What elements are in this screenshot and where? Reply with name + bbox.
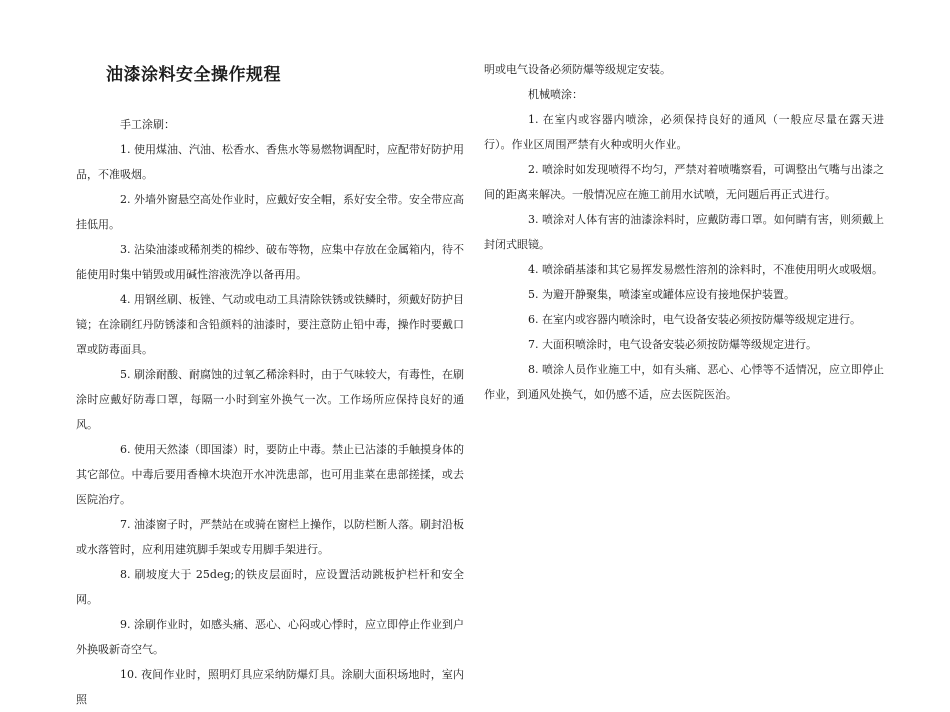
- paragraph: 9. 涂刷作业时，如感头痛、恶心、心闷或心悸时，应立即停止作业到户外换吸新奇空气。: [76, 618, 464, 656]
- paragraph: 6. 使用天然漆（即国漆）时，要防止中毒。禁止已沾漆的手触摸身体的其它部位。中毒后要用香樟木块泡开水冲洗患部，也可用韭菜在患部搓揉，或去医院治疗。: [76, 443, 464, 506]
- section-heading-manual: 手工涂刷：: [120, 118, 175, 131]
- paragraph: 1. 使用煤油、汽油、松香水、香焦水等易燃物调配时，应配带好防护用品，不准吸烟。: [76, 143, 464, 181]
- paragraph: 8. 喷涂人员作业施工中，如有头痛、恶心、心悸等不适情况，应立即停止作业，到通风处换气，如仍感不适，应去医院医治。: [484, 363, 884, 401]
- paragraph: 3. 沾染油漆或稀剂类的棉纱、破布等物，应集中存放在金属箱内，待不能使用时集中销毁或用碱性溶液洗净以备再用。: [76, 243, 464, 281]
- paragraph: 4. 喷涂硝基漆和其它易挥发易燃性溶剂的涂料时，不准使用明火或吸烟。: [528, 263, 883, 276]
- paragraph-continuation: 明或电气设备必须防爆等级规定安装。: [484, 63, 671, 76]
- paragraph: 5. 刷涂耐酸、耐腐蚀的过氧乙稀涂料时，由于气味较大，有毒性，在刷涂时应戴好防毒口罩，每隔一小时到室外换气一次。工作场所应保持良好的通风。: [76, 368, 464, 431]
- paragraph: 1. 在室内或容器内喷涂，必须保持良好的通风（一般应尽量在露天进行）。作业区周围严禁有火种或明火作业。: [484, 113, 884, 151]
- paragraph: 8. 刷坡度大于 25deg;的铁皮层面时，应设置活动跳板护栏杆和安全网。: [76, 568, 464, 606]
- section-heading-spray: 机械喷涂：: [528, 88, 583, 101]
- paragraph: 2. 外墙外窗悬空高处作业时，应戴好安全帽，系好安全带。安全带应高挂低用。: [76, 193, 464, 231]
- paragraph: 6. 在室内或容器内喷涂时，电气设备安装必须按防爆等级规定进行。: [528, 313, 861, 326]
- paragraph: 4. 用钢丝刷、板锉、气动或电动工具清除铁锈或铁鳞时，须戴好防护目镜；在涂刷红丹防锈漆和含铅颜料的油漆时，要注意防止铅中毒，操作时要戴口罩或防毒面具。: [76, 293, 464, 356]
- paragraph: 3. 喷涂对人体有害的油漆涂料时，应戴防毒口罩。如何睛有害，则须戴上封闭式眼镜。: [484, 213, 884, 251]
- paragraph: 2. 喷涂时如发现喷得不均匀，严禁对着喷嘴察看，可调整出气嘴与出漆之间的距离来解决。一般情况应在施工前用水试喷，无问题后再正式进行。: [484, 163, 884, 201]
- paragraph: 7. 大面积喷涂时，电气设备安装必须按防爆等级规定进行。: [528, 338, 817, 351]
- right-column: [484, 57, 884, 407]
- left-column: [76, 112, 464, 712]
- paragraph: 5. 为避开静聚集，喷漆室或罐体应设有接地保护装置。: [528, 288, 795, 301]
- document-title: 油漆涂料安全操作规程: [106, 65, 281, 85]
- paragraph: 7. 油漆窗子时，严禁站在或骑在窗栏上操作，以防栏断人落。刷封沿板或水落管时，应利用建筑脚手架或专用脚手架进行。: [76, 518, 464, 556]
- paragraph: 10. 夜间作业时，照明灯具应采纳防爆灯具。涂刷大面积场地时，室内照: [76, 668, 464, 706]
